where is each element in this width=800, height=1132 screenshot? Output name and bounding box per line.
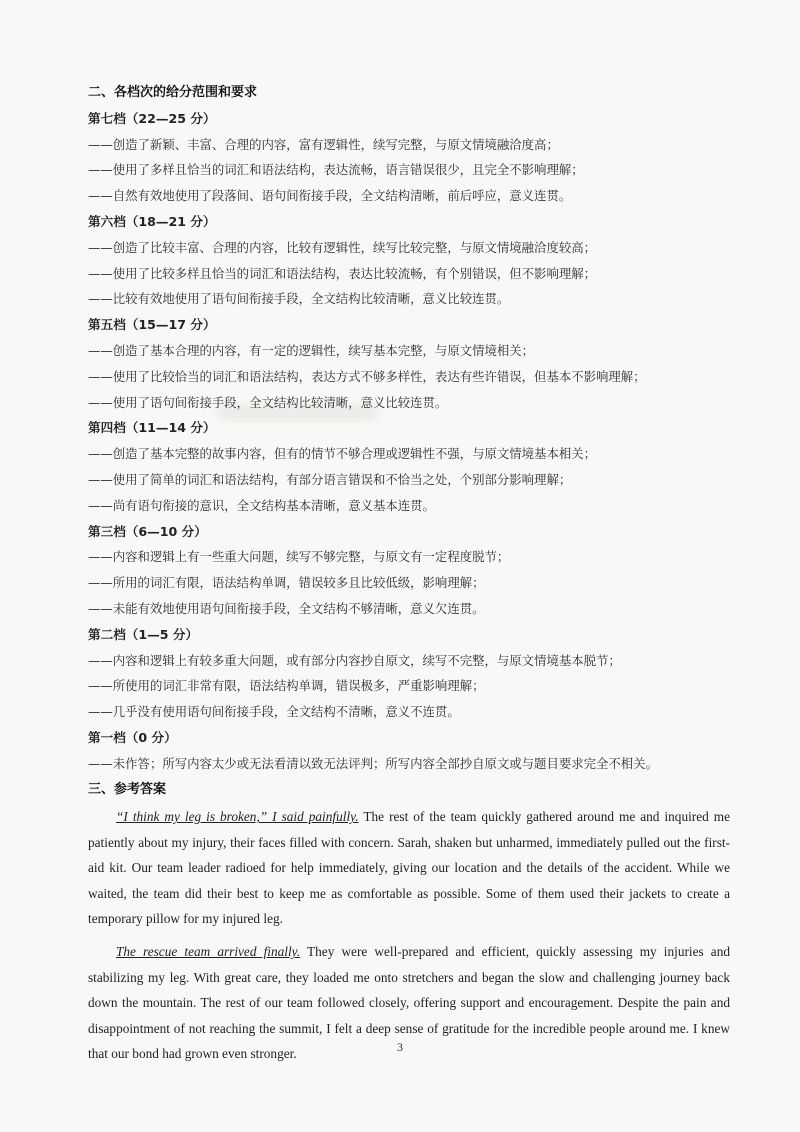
criteria-line: ——创造了基本完整的故事内容，但有的情节不够合理或逻辑性不强，与原文情境基本相关；: [88, 446, 597, 462]
criteria-line: ——自然有效地使用了段落间、语句间衔接手段，全文结构清晰，前后呼应，意义连贯。: [88, 188, 572, 204]
criteria-line: ——使用了语句间衔接手段，全文结构比较清晰，意义比较连贯。: [88, 394, 448, 410]
paragraph-lead-sentence: The rescue team arrived finally.: [116, 944, 301, 960]
tier-block: [88, 312, 738, 415]
criteria-line: ——创造了比较丰富、合理的内容，比较有逻辑性，续写比较完整，与原文情境融洽度较高；: [88, 239, 597, 255]
criteria-line: ——创造了基本合理的内容，有一定的逻辑性，续写基本完整，与原文情境相关；: [88, 342, 535, 358]
tier-block: [88, 519, 738, 622]
tier-block: [88, 725, 738, 777]
criteria-line: ——使用了简单的词汇和语法结构，有部分语言错误和不恰当之处，个别部分影响理解；: [88, 471, 572, 487]
criteria-line: ——使用了比较恰当的词汇和语法结构，表达方式不够多样性，表达有些许错误，但基本不影响理解；: [88, 368, 646, 384]
section-title-scoring: 二、各档次的给分范围和要求: [88, 85, 258, 100]
tier-title: 第四档（11—14 分）: [88, 420, 216, 436]
paragraph-body: They were well-prepared and efficient, quickly assessing my injuries and stabilizing my leg. With great care, they loaded me onto stretchers and began the slow and challenging journey back down the mountain. The rest of our team followed closely, offering support and encouragement. Despite the pain and disappointment of not reaching the summit, I felt a deep sense of gratitude for the incredible people around me. I knew that our bond had grown even stronger.: [88, 944, 731, 1061]
tier-title: 第五档（15—17 分）: [88, 317, 216, 333]
tier-block: [88, 415, 738, 518]
criteria-line: ——使用了多样且恰当的词汇和语法结构，表达流畅，语言错误很少，且完全不影响理解；: [88, 162, 584, 178]
criteria-line: ——所使用的词汇非常有限，语法结构单调，错误极多，严重影响理解；: [88, 678, 485, 694]
tier-block: [88, 622, 738, 725]
tier-block: [88, 209, 738, 312]
criteria-line: ——内容和逻辑上有较多重大问题，或有部分内容抄自原文，续写不完整，与原文情境基本脱节；: [88, 652, 621, 668]
answer-paragraph: [88, 804, 730, 931]
criteria-line: ——内容和逻辑上有一些重大问题，续写不够完整，与原文有一定程度脱节；: [88, 549, 510, 565]
criteria-line: ——比较有效地使用了语句间衔接手段，全文结构比较清晰，意义比较连贯。: [88, 291, 510, 307]
page-number: 3: [397, 1040, 403, 1054]
criteria-line: ——创造了新颖、丰富、合理的内容，富有逻辑性，续写完整，与原文情境融洽度高；: [88, 136, 559, 152]
paragraph-body: The rest of the team quickly gathered around me and inquired me patiently about my injury, their faces filled with concern. Sarah, shaken but unharmed, immediately pulled out the first-aid kit. Our team leader radioed for help immediately, giving our location and the details of the accident. While we waited, the team did their best to keep me as comfortable as possible. Some of them used their jackets to create a temporary pillow for my injured leg.: [88, 809, 731, 926]
criteria-line: ——使用了比较多样且恰当的词汇和语法结构，表达比较流畅，有个别错误，但不影响理解；: [88, 265, 597, 281]
tier-title: 第一档（0 分）: [88, 729, 177, 745]
tier-title: 第七档（22—25 分）: [88, 110, 216, 126]
criteria-line: ——几乎没有使用语句间衔接手段，全文结构不清晰，意义不连贯。: [88, 704, 460, 720]
document-content: [88, 80, 738, 1066]
tier-title: 第六档（18—21 分）: [88, 213, 216, 229]
criteria-line: ——所用的词汇有限，语法结构单调，错误较多且比较低级，影响理解；: [88, 575, 485, 591]
paragraph-lead-sentence: “I think my leg is broken,” I said painfully.: [116, 809, 359, 825]
tier-block: [88, 106, 738, 209]
tier-title: 第二档（1—5 分）: [88, 626, 199, 642]
tier-title: 第三档（6—10 分）: [88, 523, 207, 539]
criteria-line: ——尚有语句衔接的意识，全文结构基本清晰，意义基本连贯。: [88, 497, 435, 513]
section-title-answer: 三、参考答案: [88, 781, 167, 797]
criteria-line: ——未作答；所写内容太少或无法看清以致无法评判；所写内容全部抄自原文或与题目要求完全不相关。: [88, 755, 658, 771]
criteria-line: ——未能有效地使用语句间衔接手段，全文结构不够清晰，意义欠连贯。: [88, 600, 485, 616]
